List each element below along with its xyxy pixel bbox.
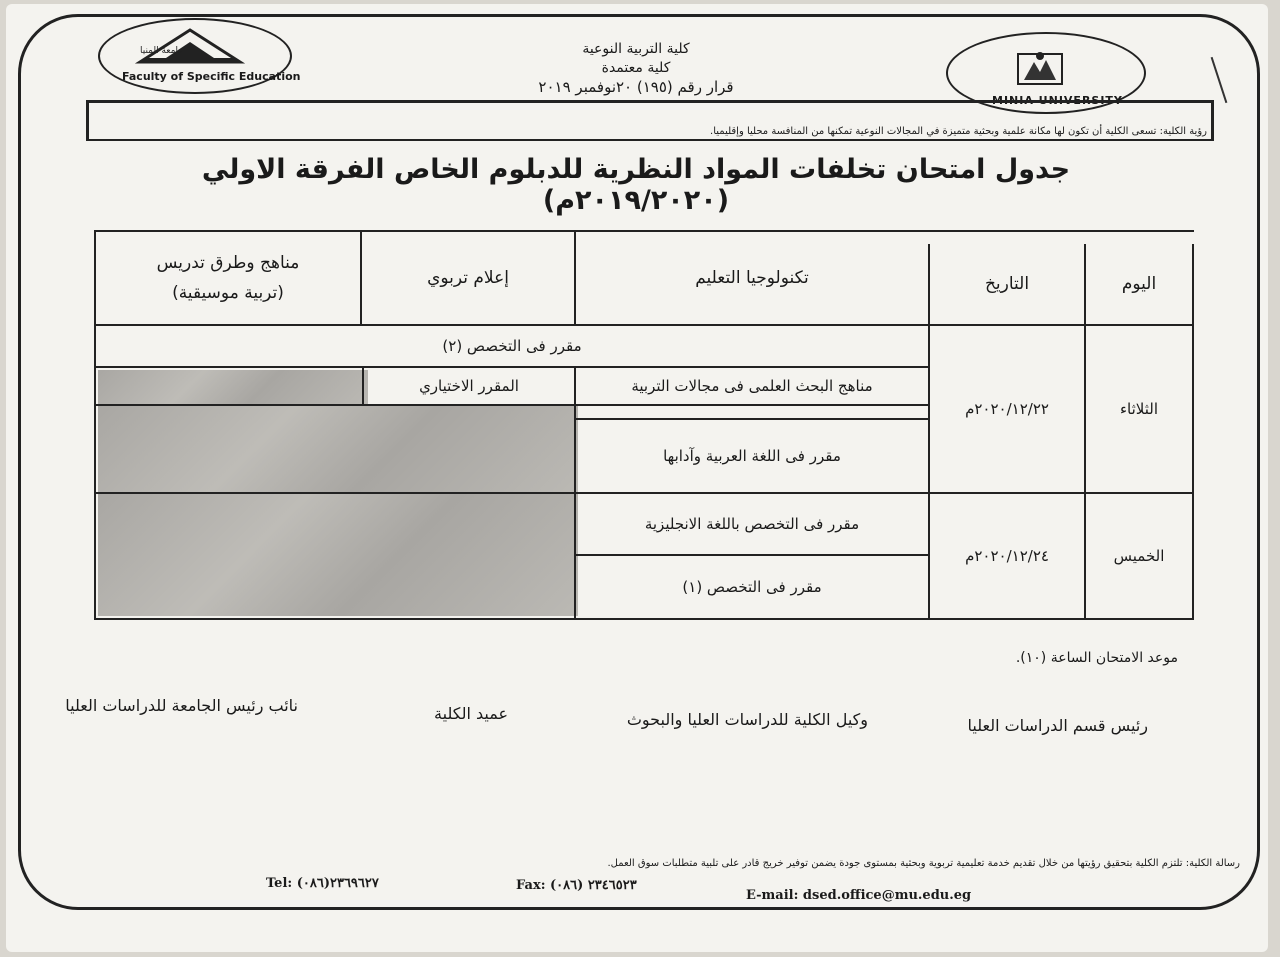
faculty-logo-arabic: جامعة المنيا [140, 46, 184, 56]
header-curricula [96, 232, 360, 324]
vision-box [86, 100, 1214, 141]
row1-media-course: المقرر الاختياري [419, 377, 519, 395]
row1-tech-course1: مناهج البحث العلمى فى مجالات التربية [631, 377, 873, 395]
college-name: كلية التربية النوعية [582, 41, 690, 57]
row2-day: الخميس [1113, 547, 1165, 565]
accreditation: كلية معتمدة [601, 60, 671, 76]
signature-vice-dean: وكيل الكلية للدراسات العليا والبحوث [626, 710, 868, 729]
fax: Fax: (٠٨٦) ٢٣٤٦٥٢٣ [516, 878, 637, 893]
signature-dept-head: رئيس قسم الدراسات العليا [967, 716, 1148, 735]
university-emblem-icon [1010, 48, 1070, 90]
tel: Tel: (٠٨٦)٢٣٦٩٦٢٧ [266, 876, 379, 891]
redacted-area [98, 494, 578, 616]
row2-tech-course2: مقرر فى التخصص (١) [682, 578, 822, 596]
mission-statement: رسالة الكلية: تلتزم الكلية بتحقيق رؤيتها من خلال تقديم خدمة تعليمية تربوية وبحثية بمستوى جودة يضمن توفير خريج قادر على تلبية متطلبات سوق العمل. [607, 858, 1240, 869]
header-curricula-line2: (تربية موسيقية) [172, 283, 284, 303]
header-curricula-line1: مناهج وطرق تدريس [156, 253, 300, 273]
exam-time: موعد الامتحان الساعة (١٠). [1015, 650, 1178, 666]
header-date: التاريخ [984, 274, 1030, 294]
header-text [476, 40, 796, 97]
footer [36, 852, 1246, 912]
email: E-mail: dsed.office@mu.edu.eg [746, 888, 972, 903]
redacted-area [98, 370, 368, 406]
row2-date: ٢٠٢٠/١٢/٢٤م [965, 547, 1049, 565]
page-title: جدول امتحان تخلفات المواد النظرية للدبلوم الخاص الفرقة الاولي (٢٠١٩/٢٠٢٠م) [201, 154, 1071, 216]
header-tech: تكنولوجيا التعليم [695, 268, 809, 288]
row2-tech-course1: مقرر فى التخصص باللغة الانجليزية [644, 515, 860, 533]
redacted-area [98, 406, 578, 494]
vision-statement: رؤية الكلية: تسعى الكلية أن تكون لها مكانة علمية وبحثية متميزة في المجالات النوعية تمكنها من المنافسة محليا وإقليميا. [710, 126, 1207, 137]
signature-dean: عميد الكلية [434, 704, 508, 723]
row1-tech-course2: مقرر فى اللغة العربية وآدابها [663, 447, 841, 465]
faculty-logo [98, 18, 301, 94]
header-day: اليوم [1121, 274, 1157, 294]
signature-vice-president: نائب رئيس الجامعة للدراسات العليا [65, 696, 298, 715]
faculty-logo-text: Faculty of Specific Education [122, 70, 301, 83]
row1-shared-course: مقرر فى التخصص (٢) [442, 337, 582, 355]
document-page [6, 4, 1268, 952]
row1-day: الثلاثاء [1120, 400, 1159, 418]
header-media: إعلام تربوي [427, 268, 509, 288]
university-logo-text: MINIA UNIVERSITY [992, 94, 1123, 107]
row1-date: ٢٠٢٠/١٢/٢٢م [965, 400, 1049, 418]
decision-number: قرار رقم (١٩٥) ٢٠نوفمبر ٢٠١٩ [538, 78, 734, 96]
